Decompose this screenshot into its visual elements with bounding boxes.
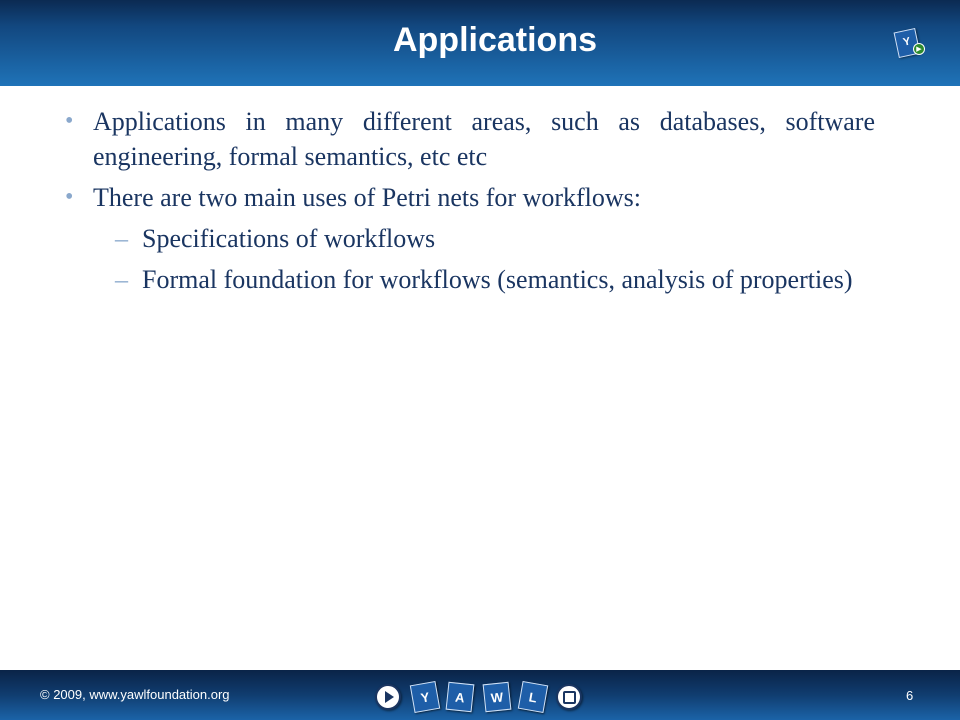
letter-tile: A bbox=[446, 682, 475, 713]
letter-tile: W bbox=[483, 682, 512, 713]
play-icon bbox=[375, 684, 401, 710]
yawl-logo-icon: Y bbox=[894, 28, 921, 58]
sub-bullet-marker: – bbox=[115, 224, 128, 253]
nav-letter-y[interactable] bbox=[412, 684, 438, 710]
page-number: 6 bbox=[906, 688, 914, 703]
nav-letter-l[interactable] bbox=[520, 684, 546, 710]
play-button[interactable] bbox=[375, 684, 401, 710]
sub-bullet-item bbox=[65, 221, 875, 256]
bullet-text: There are two main uses of Petri nets for workflows: bbox=[93, 183, 642, 212]
sub-bullet-text: Formal foundation for workflows (semantics, analysis of properties) bbox=[142, 265, 853, 294]
bullet-text: Applications in many different areas, such as databases, software engineering, formal semantics, etc etc bbox=[93, 107, 875, 171]
bullet-item bbox=[65, 180, 875, 215]
stop-icon bbox=[556, 684, 582, 710]
nav-letter-w[interactable] bbox=[484, 684, 510, 710]
sub-bullet-marker: – bbox=[115, 265, 128, 294]
bullet-marker: • bbox=[65, 184, 74, 210]
slide-title: Applications bbox=[392, 21, 598, 59]
copyright-text: © 2009, www.yawlfoundation.org bbox=[40, 687, 230, 702]
sub-bullet-text: Specifications of workflows bbox=[142, 224, 436, 253]
nav-letter-a[interactable] bbox=[447, 684, 473, 710]
slide-content bbox=[65, 104, 875, 303]
stop-button[interactable] bbox=[556, 684, 582, 710]
play-badge-icon: ▶ bbox=[913, 43, 925, 55]
letter-tile: L bbox=[518, 681, 548, 713]
bullet-marker: • bbox=[65, 108, 74, 134]
bullet-item bbox=[65, 104, 875, 174]
sub-bullet-item bbox=[65, 262, 875, 297]
letter-tile: Y bbox=[410, 681, 440, 713]
